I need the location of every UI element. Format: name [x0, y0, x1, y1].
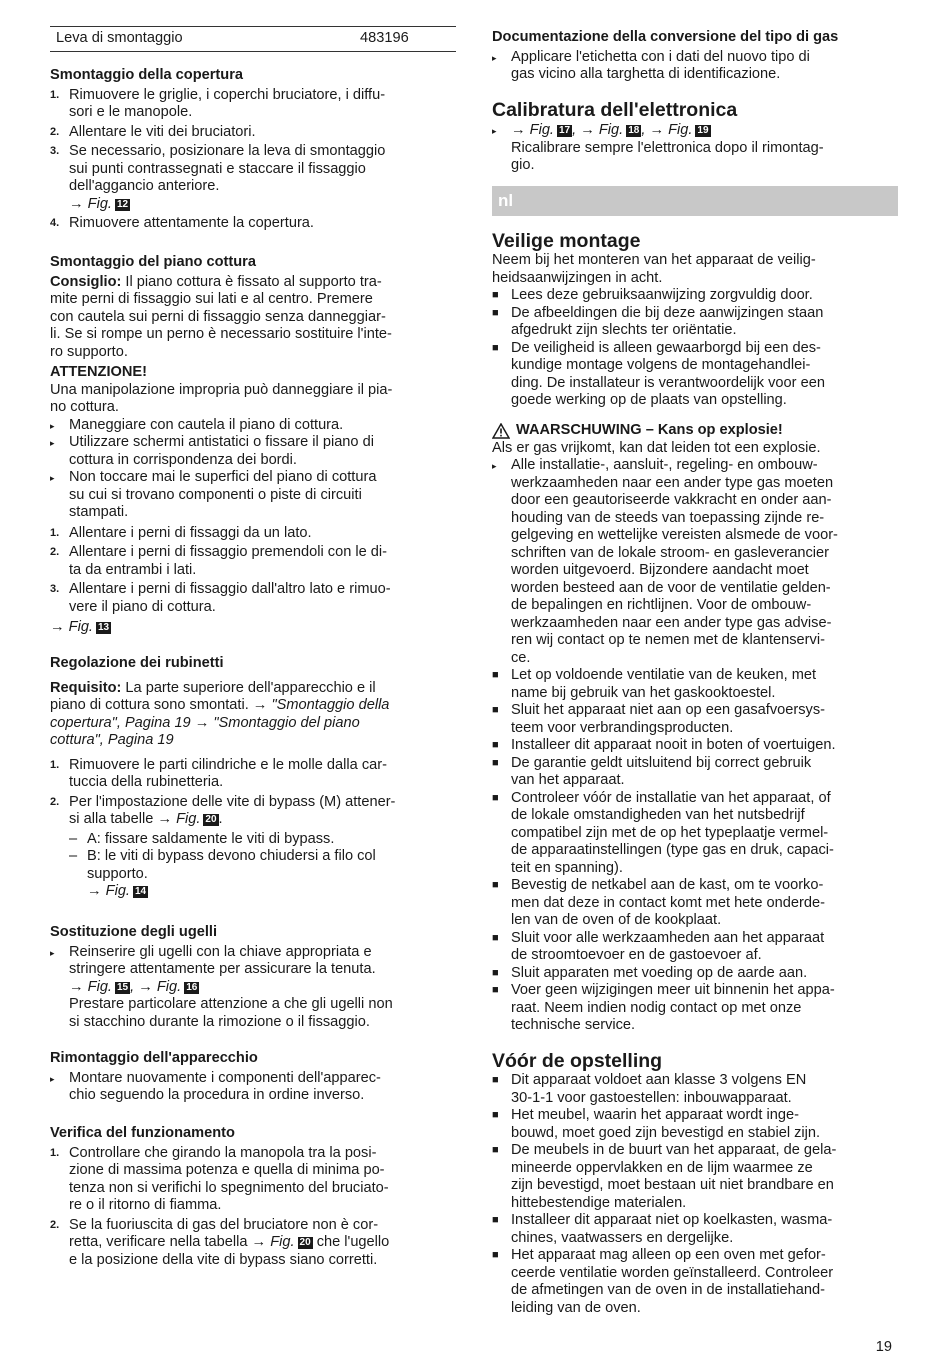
section-title: Documentazione della conversione del tipo di gas [492, 29, 839, 45]
section-title: Smontaggio della copertura [50, 67, 243, 83]
parts-table-row [50, 26, 456, 52]
step-1: 1. Controllare che girando la manopola tra la posi- zione di massima potenza e quella di minima po- tenza non si verifichi lo spegnimento del bruciato- re o il ritorno di fiamma. [50, 1144, 389, 1213]
section-voor-opstelling [492, 1050, 898, 1317]
parts-table-label: Leva di smontaggio [56, 30, 183, 46]
bullet: ▸ Utilizzare schermi antistatici o fissare il piano di cottura in corrispondenza dei bordi. [50, 434, 374, 468]
attention-label: ATTENZIONE! [50, 364, 148, 380]
bullet: ■ Installeer dit apparaat niet op koelkasten, wasma- chines, vaatwassers en dergelijke. [492, 1212, 833, 1246]
step-2: 2. Allentare i perni di fissaggio premendoli con le di- ta da entrambi i lati. [50, 544, 387, 578]
section-rimontaggio [50, 1050, 456, 1105]
section-calibratura [492, 99, 898, 175]
bullet: ▸ Non toccare mai le superfici del piano di cottura su cui si trovano componenti o piste di circuiti stampati. [50, 469, 377, 520]
bullet: ■ Bevestig de netkabel aan de kast, om te voorko- men dat deze in contact komt met hete onderde- len van de oven of de kookplaat. [492, 877, 825, 928]
bullet: ■ De veiligheid is alleen gewaarborgd bij een des- kundige montage volgens de montagehandlei- ding. De installateur is verantwoordelijk voor een goede werking op de plaats van opstelling. [492, 339, 825, 408]
bullet: ▸ Applicare l'etichetta con i dati del nuovo tipo di gas vicino alla targhetta di identificazione. [492, 48, 810, 82]
warning-triangle-icon [492, 423, 510, 439]
bullet: ■ De meubels in de buurt van het apparaat, de gela- mineerde oppervlakken en de lijm waarmee ze zijn bevestigd, moet bestaan uit niet brandbare en hittebestendige materialen. [492, 1142, 837, 1211]
fig-ref[interactable]: → Fig. 12 [69, 195, 129, 212]
step-4: 4. Rimuovere attentamente la copertura. [50, 215, 314, 231]
bullet: ▸ → Fig. 17 , → Fig. 18 , → Fig. 19 Ricalibrare sempre l'elettronica dopo il rimontag- gio. [492, 122, 824, 173]
bullet: ▸ Maneggiare con cautela il piano di cottura. [50, 416, 344, 433]
parts-table-value: 483196 [360, 30, 409, 46]
page-number: 19 [875, 1339, 892, 1355]
dash-item: – B: le viti di bypass devono chiudersi a filo col supporto. [69, 848, 376, 882]
section-smontaggio-copertura [50, 67, 456, 233]
requirement-paragraph: Requisito: La parte superiore dell'apparecchio e il piano di cottura sono smontati. → "Smontaggio della copertura", Pagina 19 → "Smontaggio del piano cottura", Pagina 19 [50, 679, 390, 748]
tip-paragraph: Consiglio: Il piano cottura è fissato al supporto tra- mite perni di fissaggio sui lati e al centro. Premere con cautela sui perni di fissaggio senza danneggiar- li. Se si rompe un perno è necessario sostituire l'inte- ro supporto. [50, 273, 392, 360]
bullet: ■ Sluit apparaten met voeding op de aarde aan. [492, 964, 808, 981]
bullet: ■ Dit apparaat voldoet aan klasse 3 volgens EN 30-1-1 voor gastoestellen: inbouwapparaat. [492, 1072, 807, 1106]
fig-ref[interactable]: → Fig. 13 [50, 619, 110, 635]
bullet: ■ Het apparaat mag alleen op een oven met gefor- ceerde ventilatie worden geïnstalleerd. Controleer de afmetingen van de oven in de installatiehand- leiding van de oven. [492, 1247, 834, 1316]
section-title: Veilige montage [492, 230, 641, 252]
bullet: ■ Let op voldoende ventilatie van de keuken, met name bij gebruik van het gaskooktoestel. [492, 667, 817, 701]
section-title: Regolazione dei rubinetti [50, 655, 224, 671]
step-3: 3. Se necessario, posizionare la leva di smontaggio sui punti contrassegnati e staccare il fissaggio dell'aggancio anteriore. → Fig. 12 [50, 143, 456, 213]
language-section-bar [492, 186, 898, 216]
step-2: 2. Per l'impostazione delle vite di bypass (M) attener- si alla tabelle → Fig. 20 . [50, 793, 396, 827]
section-smontaggio-piano [50, 254, 456, 637]
section-sostituzione-ugelli [50, 924, 456, 1031]
bullet: ■ Sluit het apparaat niet aan op een gasafvoersys- teem voor verbrandingsproducten. [492, 702, 825, 736]
section-warning [492, 422, 898, 1035]
bullet: ■ Lees deze gebruiksaanwijzing zorgvuldig door. [492, 287, 813, 303]
language-code: nl [498, 191, 514, 210]
section-veilige-montage [492, 230, 898, 410]
bullet: ■ Sluit voor alle werkzaamheden aan het apparaat de stroomtoevoer en de gastoevoer af. [492, 929, 825, 963]
section-verifica [50, 1125, 456, 1269]
section-regolazione-rubinetti [50, 655, 456, 901]
bullet: ■ Installeer dit apparaat nooit in boten of voertuigen. [492, 737, 836, 753]
step-1: 1. Allentare i perni di fissaggi da un lato. [50, 524, 312, 541]
section-title: Rimontaggio dell'apparecchio [50, 1050, 258, 1066]
bullet: ■ Voer geen wijzigingen meer uit binnenin het appa- raat. Neem indien nodig contact op met onze technische service. [492, 982, 835, 1033]
bullet: ■ Het meubel, waarin het apparaat wordt inge- bouwd, moet goed zijn bevestigd en stabiel zijn. [492, 1107, 821, 1141]
fig-ref[interactable]: → Fig. 14 [87, 883, 147, 899]
bullet: ▸ Reinserire gli ugelli con la chiave appropriata e stringere attentamente per assicurare la tenuta. → Fig. 15 , → Fig. 16 Prestare particolare attenzione a che gli ugelli non si stacchino durante la rimozione o il fissaggio. [50, 943, 393, 1030]
step-1: 1. Rimuovere le parti cilindriche e le molle dalla car- tuccia della rubinetteria. [50, 756, 387, 790]
warning-intro: Als er gas vrijkomt, kan dat leiden tot een explosie. [492, 439, 821, 456]
bullet: ▸ Montare nuovamente i componenti dell'apparec- chio seguendo la procedura in ordine inverso. [50, 1069, 381, 1103]
section-title: Calibratura dell'elettronica [492, 99, 738, 121]
bullet: ■ De garantie geldt uitsluitend bij correct gebruik van het apparaat. [492, 754, 812, 788]
section-documentazione [492, 29, 898, 84]
section-title: Sostituzione degli ugelli [50, 924, 218, 940]
bullet: ■ Controleer vóór de installatie van het apparaat, of de lokale omstandigheden van het nutsbedrijf compatibel zijn met de op het typeplaatje vermel- de apparaatinstellingen (type gas en druk, capaci- teit en spanning). [492, 789, 834, 876]
step-2: 2. Se la fuoriuscita di gas del bruciatore non è cor- retta, verificare nella tabella → Fig. 20 che l'ugello e la posizione della vite di bypass siano corretti. [50, 1216, 390, 1268]
step-3: 3. Allentare i perni di fissaggio dall'altro lato e rimuo- vere il piano di cottura. [50, 581, 391, 615]
section-title: Smontaggio del piano cottura [50, 254, 256, 270]
bullet: ▸ Alle installatie-, aansluit-, regeling- en ombouw- werkzaamheden naar een ander type gas moeten door een geautoriseerde vakkracht en onder aan- houding van de steeds van toepassing zijnde re- gelgeving en wettelijke vereisten alsmede de voor- schriften van de lokale stroom- en gasleverancier worden uitgevoerd. Bijzondere aandacht moet worden besteed aan de voor de ventilatie gelden- de bepalingen en richtlijnen. Voor de ombouw- werkzaamheden naar een ander type gas advise- ren wij contact op te nemen met de klantenservi- ce. [492, 457, 838, 666]
warning-heading: WAARSCHUWING – Kans op explosie! [492, 422, 898, 440]
dash-item: – A: fissare saldamente le viti di bypass. [69, 830, 335, 847]
step-1: 1. Rimuovere le griglie, i coperchi bruciatore, i diffu- sori e le manopole. [50, 86, 386, 120]
attention-text: Una manipolazione impropria può danneggiare il pia- no cottura. [50, 381, 393, 415]
section-title: Vóór de opstelling [492, 1050, 663, 1072]
section-title: Verifica del funzionamento [50, 1125, 235, 1141]
step-2: 2. Allentare le viti dei bruciatori. [50, 123, 256, 140]
intro: Neem bij het monteren van het apparaat de veilig- heidsaanwijzingen in acht. [492, 252, 816, 286]
bullet: ■ De afbeeldingen die bij deze aanwijzingen staan afgedrukt zijn slechts ter oriëntatie. [492, 304, 824, 338]
